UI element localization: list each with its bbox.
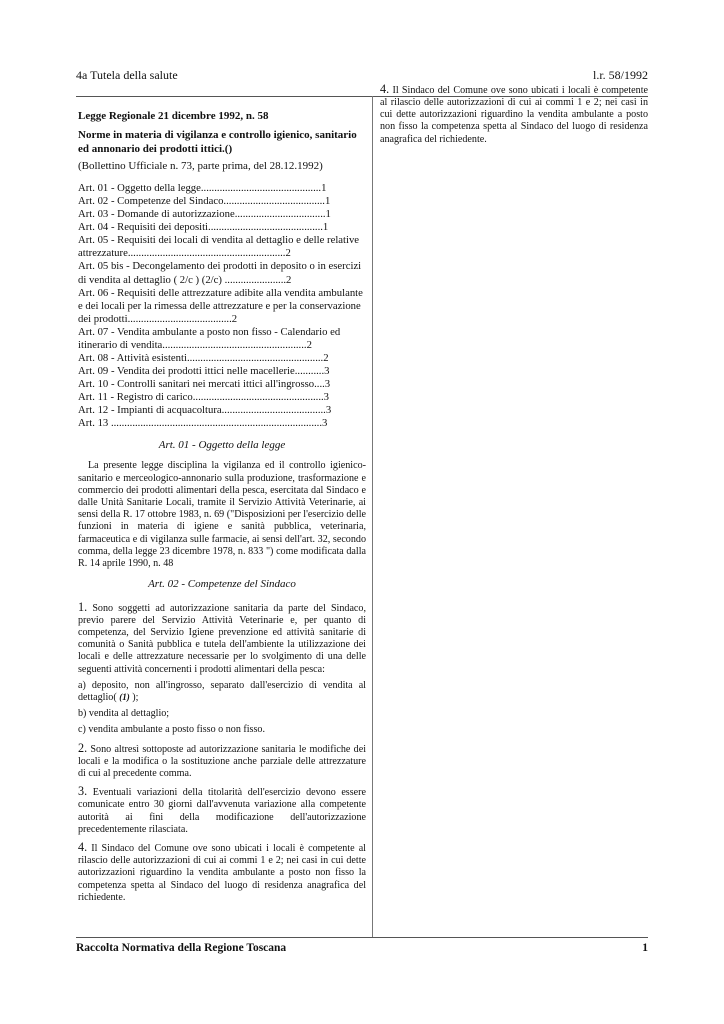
toc-entry[interactable]: Art. 08 - Attività esistenti...................................................2: [78, 351, 329, 364]
paragraph-text: Sono altresì sottoposte ad autorizzazione sanitaria le modifiche dei locali e la modifica o la sostituzione anche parziale delle attrezzature di cui al precedente comma.: [78, 743, 367, 779]
page-number: 1: [642, 942, 648, 954]
law-title: Legge Regionale 21 dicembre 1992, n. 58: [78, 110, 269, 122]
toc-entry[interactable]: Art. 05 - Requisiti dei locali di vendita al dettaglio e delle relative attrezzature...........................................................2: [78, 234, 360, 260]
right-column: [380, 81, 648, 936]
paragraph-number: 4.: [380, 81, 390, 96]
footnote-ref[interactable]: (1): [119, 691, 130, 702]
running-header-title: 4a Tutela della salute: [76, 68, 178, 82]
toc-entry[interactable]: Art. 06 - Requisiti delle attrezzature adibite alla vendita ambulante e dei locali per la rimessa delle attrezzature e per la conservazione dei prodotti.......................................2: [78, 286, 363, 325]
paragraph-number: 1.: [78, 599, 88, 614]
paragraph-text: Sono soggetti ad autorizzazione sanitaria da parte del Sindaco, previo parere del Servizio Attività Veterinarie e, per quanto di competenza, del Servizio Igiene prevenzione ed attività sanitarie di comunità o Sanità pubblica e tutela dell'ambiente la utilizzazione dei locali e delle attrezzature necessarie per lo svolgimento di una delle seguenti attività concernenti i prodotti alimentari della pesca:: [78, 602, 366, 675]
article-01-text: La presente legge disciplina la vigilanza ed il controllo igienico-sanitario e merceologico-annonario sulla produzione, trasformazione e commercio dei prodotti alimentari della pesca, esercitata dal Sindaco e dalle Unità Sanitarie Locali, tramite il Servizio Attività Veterinarie, ai sensi della R. 17 ottobre 1983, n. 69 ("Disposizioni per l'esercizio delle funzioni in materia di igiene e sanità pubblica, veterinaria, farmaceutica e di vigilanza sulle farmacie, ai sensi dell'art. 32, secondo comma, della legge 23 dicembre 1978, n. 833 ") come modificata dalla R. 14 aprile 1990, n. 48: [78, 460, 366, 569]
table-of-contents: [78, 182, 366, 430]
article-02-paragraph-4: [78, 840, 366, 904]
paragraph-text: Il Sindaco del Comune ove sono ubicati i locali è competente al rilascio delle autorizzazioni di cui ai commi 1 e 2; nei casi in cui dette autorizzazioni riguardino la vendita ambulante a posto non fisso la competenza spetta al Sindaco del luogo di residenza anagrafica del richiedente.: [380, 84, 648, 145]
toc-entry[interactable]: Art. 07 - Vendita ambulante a posto non fisso - Calendario ed itinerario di vendita......................................................2: [78, 325, 341, 351]
toc-entry[interactable]: Art. 10 - Controlli sanitari nei mercati ittici all'ingrosso....3: [78, 377, 331, 390]
running-header-law-ref: l.r. 58/1992: [592, 68, 648, 82]
toc-entry[interactable]: Art. 11 - Registro di carico.................................................3: [78, 390, 330, 403]
article-02-heading: Art. 02 - Competenze del Sindaco: [148, 578, 296, 591]
article-02-paragraph-1: [78, 600, 366, 676]
toc-entry[interactable]: Art. 05 bis - Decongelamento dei prodotti in deposito o in esercizi di vendita al dettaglio ( 2/c ) (2/c) .......................2: [78, 260, 362, 286]
paragraph-text: Eventuali variazioni della titolarità dell'esercizio devono essere comunicate entro 30 giorni dall'avvenuta variazione alla competente autorità ai fini della modificazione dell'autorizzazione precedentemente rilasciata.: [78, 787, 366, 835]
footer-collection-name: Raccolta Normativa della Regione Toscana: [76, 942, 287, 954]
paragraph-number: 2.: [78, 740, 88, 755]
paragraph-number: 4.: [78, 839, 88, 854]
article-01-heading: Art. 01 - Oggetto della legge: [158, 439, 286, 452]
law-subtitle: Norme in materia di vigilanza e controllo igienico, sanitario ed annonario dei prodotti ittici.(): [78, 129, 357, 155]
toc-entry[interactable]: Art. 02 - Competenze del Sindaco......................................1: [78, 195, 331, 208]
item-text-end: );: [132, 691, 139, 703]
article-02-paragraph-2: [78, 741, 366, 781]
toc-entry[interactable]: Art. 03 - Domande di autorizzazione..................................1: [78, 208, 331, 221]
column-separator: [372, 96, 373, 937]
footer-rule: [76, 937, 648, 938]
toc-entry[interactable]: Art. 04 - Requisiti dei depositi...........................................1: [78, 221, 329, 234]
left-column: [78, 96, 366, 936]
paragraph-number: 3.: [78, 784, 88, 799]
article-02-item-c: c) vendita ambulante a posto fisso o non fisso.: [78, 724, 265, 736]
column-flow: [380, 82, 648, 146]
toc-entry[interactable]: Art. 13 ...............................................................................3: [78, 417, 328, 430]
toc-entry[interactable]: Art. 01 - Oggetto della legge.............................................1: [78, 182, 327, 195]
toc-entry[interactable]: Art. 12 - Impianti di acquacoltura.......................................3: [78, 403, 332, 416]
bulletin-reference: (Bollettino Ufficiale n. 73, parte prima, del 28.12.1992): [78, 159, 323, 172]
item-text: a) deposito, non all'ingrosso, separato dall'esercizio di vendita al dettaglio(: [78, 679, 366, 703]
paragraph-text: Il Sindaco del Comune ove sono ubicati i locali è competente al rilascio delle autorizzazioni di cui ai commi 1 e 2; nei casi in cui dette autorizzazioni riguardino la vendita ambulante a posto non fisso la competenza spetta al Sindaco del luogo di residenza anagrafica del richiedente.: [78, 842, 366, 903]
article-02-paragraph-3: [78, 784, 366, 836]
article-02-item-b: b) vendita al dettaglio;: [78, 708, 170, 720]
article-02-paragraph-4-continued: [380, 82, 648, 146]
article-02-item-a: [78, 680, 366, 704]
toc-entry[interactable]: Art. 09 - Vendita dei prodotti ittici nelle macellerie...........3: [78, 364, 330, 377]
